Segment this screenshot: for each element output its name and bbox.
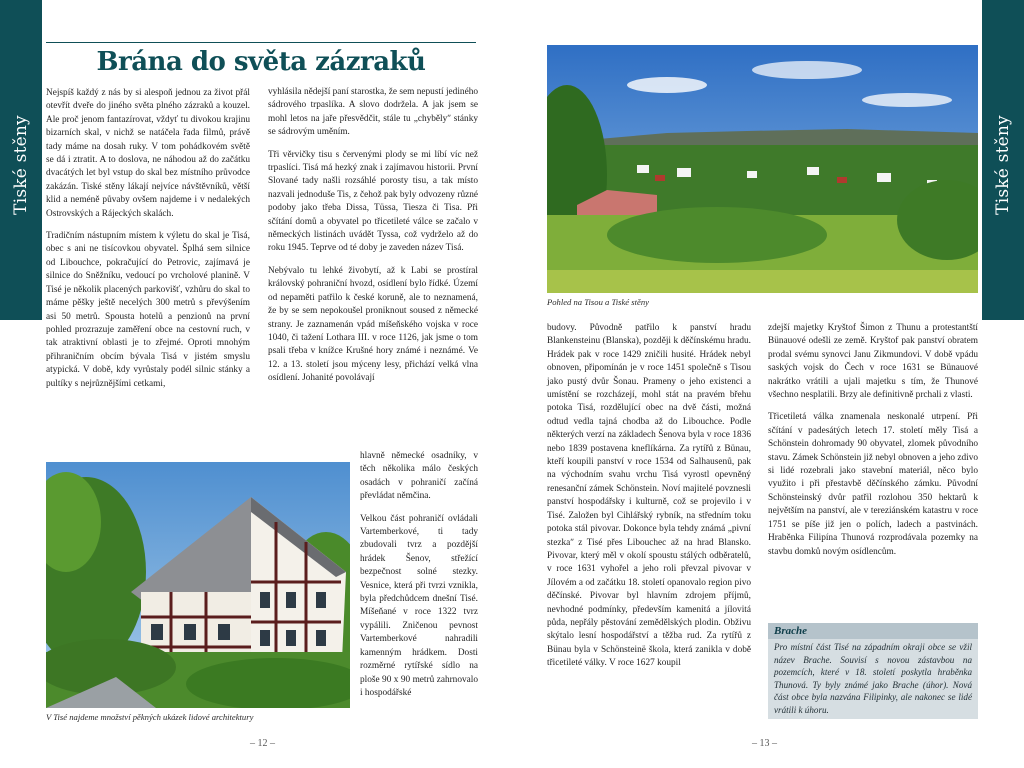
- page-title: Brána do světa zázraků: [96, 47, 426, 77]
- paragraph: Tradičním nástupním místem k výletu do skal je Tisá, obec s ani ne tisícovkou obyvatel. Šplhá sem silnice od Libouchce, pokračující do Petrovic, zajímavá je silnice do Sněžníku, vedoucí po vrcholové planině. V Tisé je několik placených parkovišť, vzhůru do skal to máme pěšky ještě necelých 300 metrů s převýšením asi 50 metrů. Spousta hotelů a penzionů na první pohled prozrazuje zaměření obce na cestovní ruch, v tak atraktivní oblasti je to zřejmé. Oproti mnohým přihraničním obcím bývala Tisá v jistém smyslu atypická. V době, kdy vyrůstaly podél silnic stánky a pultíky s nejrůznějšími cetkami,: [46, 231, 250, 389]
- paragraph: Nebývalo tu lehké živobytí, až k Labi se prostíral královský pohraniční hvozd, osídlení bylo řídké. Území od nepaměti patřilo k české koruně, ale to neznamená, že by se sem nepokoušel proniknout soused z německé strany. Je zaznamenán vpád míšeňského vojska v roce 1040, či tažení Lothara III. v roce 1126, jak jsme o tom psali třeba v knížce Krušné hory známé i neznámé. Ve 12. a 13. století jsou mýceny lesy, přichází velká vlna osídlení. Johanité povolávají: [268, 265, 478, 384]
- photo-half-timbered-house: [46, 462, 350, 708]
- paragraph: Nejspíš každý z nás by si alespoň jednou za život přál otevřít dveře do jiného světa plného zázraků a kouzel. Ale proč jenom fantazírovat, vždyť tu divokou krajinu bizarních skal, v nichž se natáčela řada filmů, právě tady máme na dosah ruky. V tom pohádkovém světě se dá i ztratit. A to doslova, ne náhodou až do začátku dvacátých let byl vstup do skal bez místního průvodce zakázán. Tiské stěny lákají nejvíce návštěvníků, větší klid a neméně půvaby ovšem najdeme i v nedalekých Ostrovských a Rájeckých skalách.: [46, 88, 250, 219]
- right-column-1: [547, 322, 751, 680]
- landscape-illustration: [547, 45, 978, 293]
- paragraph: Tři věrvičky tisu s červenými plody se mi líbí víc než trpaslíci. Tisá má hezký znak i zajímavou historii. První Slované tady našli rozsáhlé porosty tisu, a tak místo nazvali jednoduše Tis, z čehož pak byly odvozeny různé podoby jako třeba Dissa, Tüssa, Tiesza či Tisa. Při sčítání domů a obyvatel po třicetileté válce se začalo v německých listinách uvádět Tyssa, což vydrželo až do roku 1945. Teprve od té doby je zaveden název Tisá.: [268, 149, 478, 254]
- left-column-1: [46, 87, 250, 400]
- section-tab-label: Tiské stěny: [11, 115, 31, 215]
- paragraph: Velkou část pohraničí ovládali Vartemberkové, ti tady zbudovali tvrz a pozdější hrádek Šenov, střežící bezpečnost solné stezky. Vesnice, která při tvrzi vznikla, byla předchůdcem dnešní Tisé. Míšeňané v roce 1322 tvrz vypálili. Zničenou pevnost Vartemberkové nahradili kamenným hrádkem. Dosti rozměrné rytířské sídlo na ploše 90 x 90 metrů zahrnovalo i hospodářské: [360, 513, 478, 698]
- paragraph: Třicetiletá válka znamenala neskonalé utrpení. Při sčítání v padesátých letech 17. století měly Tisá a Schönstein dohromady 90 obyvatel, zlomek původního stavu. Zámek Schönstein již nebyl obnoven a jeho zdivo si lidé rozebrali jako stavební materiál, něco bylo využito i při přestavbě děčínského zámku. Původní Schönsteinský dvůr patřil rozlohou 350 hektarů k největším na panství, ale v tereziánském katastru v roce 1751 se píše již jen o polích, ladech a pastvinách. Hraběnka Filipína Thunová rozprodávala pozemky na stavbu domků novým osídlencům.: [768, 412, 978, 557]
- paragraph: budovy. Původně patřilo k panství hradu Blankensteinu (Blanska), později k děčínskému hradu. Hrádek pak v roce 1429 zničili husité. Hrádek nebyl obnoven, připomínán je v roce 1451 společně s Tisou jako pustý dvůr Šonau. Prameny o jeho existenci a umístění se rozcházejí, mohl stát na pravém břehu potoka Tisá, rozdělující obec na dvě části, možná odtud vedla tajná chodba až do Libouchce. Podle některých verzí na základech Šenova byla v roce 1836 nebo 1839 postavena kneflíkárna. Za rytířů z Bünau, kteří koupili panství v roce 1534 od Salhausenů, pak na východním svahu vrchu Tisá vyrostl opevněný renesanční zámek Schönstein. Noví majitelé povznesli panství hospodářsky i kulturně, což se projevilo i v Tisé. Založen byl Cihlářský rybník, na středním toku potoka stál pivovar. Dokonce byla tehdy známá „pivní stezkaʺ z Tisé přes Libouchec až na hrad Blansko. Pivovar, který měl v okolí spoustu stálých odběratelů, v roce 1631 vyhořel a jeho roli převzal pivovar v Jílovém a od začátku 18. století opanovalo region pivo děčínské. Pivovar byl hlavním zdrojem příjmů, nevhodné podmínky, především kamenitá a jílovitá půda, nepřály pěstování zemědělských plodin. Obživu skýtalo lesní hospodářství a těžba rud. Za rytířů z Bünau byla v Schönsteinë škola, která zanikla v době třicetileté války. V roce 1627 koupil: [547, 323, 751, 669]
- section-tab-right: [982, 0, 1024, 320]
- section-tab-label: Tiské stěny: [993, 115, 1013, 215]
- sidebar-heading: Brache: [768, 623, 978, 639]
- house-illustration: [46, 462, 350, 708]
- page-number-left: – 12 –: [250, 738, 275, 749]
- section-tab-left: [0, 0, 42, 320]
- right-column-2: [768, 322, 978, 568]
- paragraph: vyhlásila nědejší paní starostka, že sem nepustí jediného sádrového trpaslíka. A slovo dodržela. A jak jsem se mohl letos na jaře přesvědčit, stále tu „chybělyʺ stánky se sádrovým uměním.: [268, 87, 478, 138]
- photo-caption: V Tisé najdeme množství pěkných ukázek lidové architektury: [46, 712, 254, 722]
- photo-caption: Pohled na Tisou a Tiské stěny: [547, 297, 649, 307]
- paragraph: hlavně německé osadníky, v těch několika málo českých osadách v pohraničí začíná převládat němčina.: [360, 451, 478, 502]
- left-column-2: [268, 86, 478, 395]
- photo-village-landscape: [547, 45, 978, 293]
- paragraph: zdejší majetky Kryštof Šimon z Thunu a protestantští Bünauové odešli ze země. Kryštof pak panství obratem prodal svému synovci Janu Zikmundovi. V době vpádu saských vojsk do Čech v roce 1631 se Bünauové nakrátko vrátili a ujali majetku s tím, že Thunové všechno nesplatili. Brzy ale definitivně prchali z vlasti.: [768, 323, 978, 401]
- page-number-right: – 13 –: [752, 738, 777, 749]
- sidebar-text: Pro místní část Tisé na západním okraji obce se vžil název Brache. Souvisí s novou zástavbou na pozemcích, které v 18. století poskytla hraběnka Thunová. Ty byly známé jako Brache (úhor). Nová část obce byla nazvána Filipinky, ale nakonec se lidé vrátili k úhoru.: [774, 642, 972, 715]
- left-column-3: [360, 450, 478, 709]
- title-rule: [46, 42, 476, 43]
- sidebar-box-brache: [768, 623, 978, 719]
